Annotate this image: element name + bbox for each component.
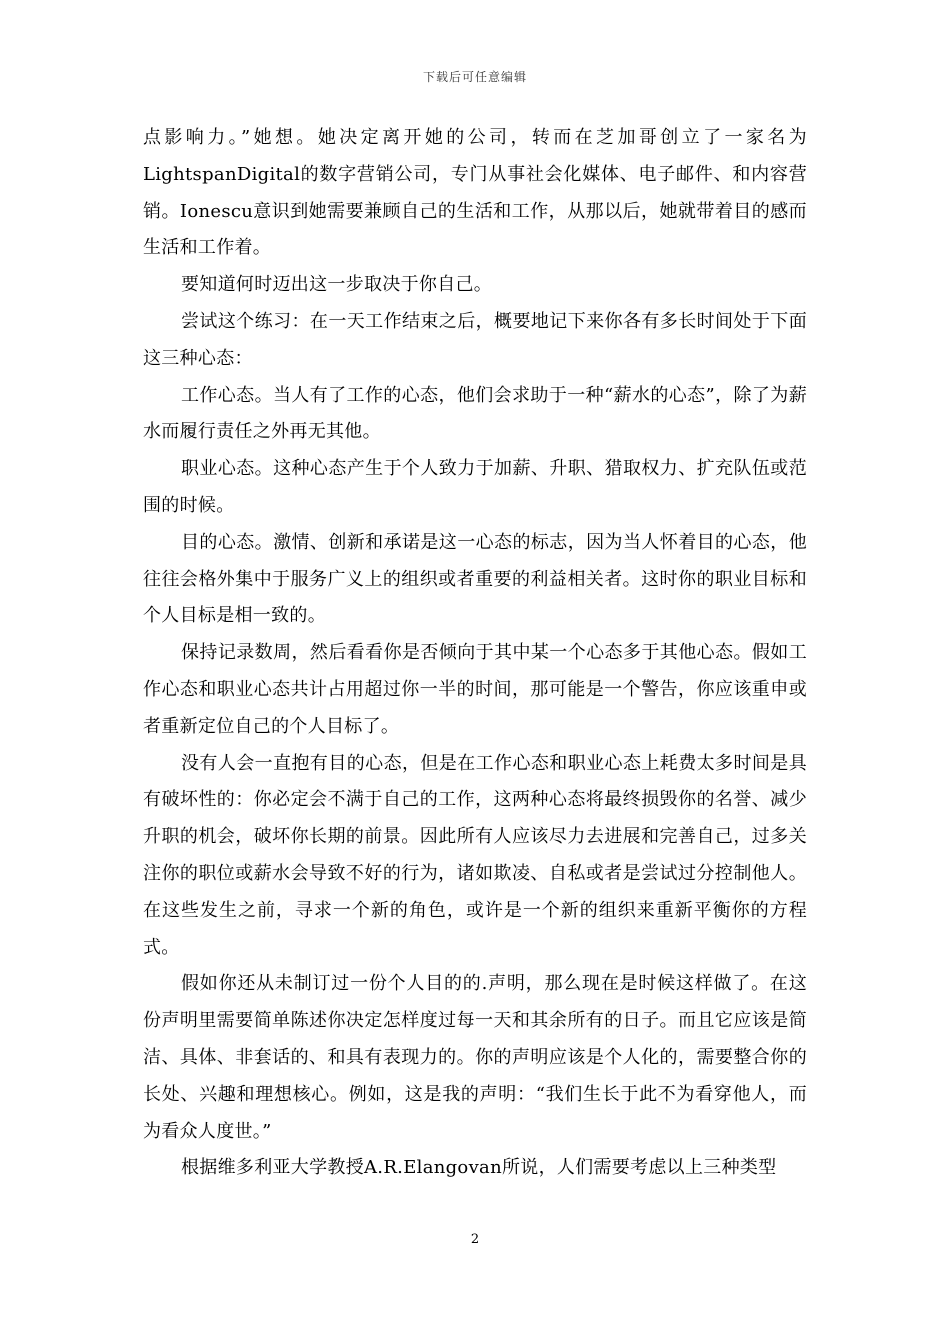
paragraph: 目的心态。激情、创新和承诺是这一心态的标志，因为当人怀着目的心态，他往往会格外集中于服务广义上的组织或者重要的利益相关者。这时你的职业目标和个人目标是相一致的。 xyxy=(143,531,807,627)
page-number: 2 xyxy=(470,1232,480,1247)
page-header: 下载后可任意编辑 xyxy=(422,70,527,84)
paragraph: 尝试这个练习：在一天工作结束之后，概要地记下来你各有多长时间处于下面这三种心态： xyxy=(143,310,807,369)
paragraph: 根据维多利亚大学教授A.R.Elangovan所说，人们需要考虑以上三种类型 xyxy=(181,1157,777,1179)
paragraph: 假如你还从未制订过一份个人目的的.声明，那么现在是时候这样做了。在这份声明里需要简单陈述你决定怎样度过每一天和其余所有的日子。而且它应该是简洁、具体、非套话的、和具有表现力的。你的声明应该是个人化的，需要整合你的长处、兴趣和理想核心。例如，这是我的声明：“我们生长于此不为看穿他人，而为看众人度世。” xyxy=(143,973,807,1142)
paragraph: 职业心态。这种心态产生于个人致力于加薪、升职、猎取权力、扩充队伍或范围的时候。 xyxy=(143,458,807,516)
paragraph: 工作心态。当人有了工作的心态，他们会求助于一种“薪水的心态”，除了为薪水而履行责任之外再无其他。 xyxy=(143,384,807,443)
paragraph: 点影响力。”她想。她决定离开她的公司，转而在芝加哥创立了一家名为LightspanDigital的数字营销公司，专门从事社会化媒体、电子邮件、和内容营销。Ionescu意识到她需要兼顾自己的生活和工作，从那以后，她就带着目的感而生活和工作着。 xyxy=(143,127,807,259)
paragraph: 要知道何时迈出这一步取决于你自己。 xyxy=(181,274,493,296)
document-body xyxy=(143,120,807,1187)
paragraph: 没有人会一直抱有目的心态，但是在工作心态和职业心态上耗费太多时间是具有破坏性的：你必定会不满于自己的工作，这两种心态将最终损毁你的名誉、减少升职的机会，破坏你长期的前景。因此所有人应该尽力去进展和完善自己，过多关注你的职位或薪水会导致不好的行为，诸如欺凌、自私或者是尝试过分控制他人。在这些发生之前，寻求一个新的角色，或许是一个新的组织来重新平衡你的方程式。 xyxy=(143,752,807,958)
paragraph: 保持记录数周，然后看看你是否倾向于其中某一个心态多于其他心态。假如工作心态和职业心态共计占用超过你一半的时间，那可能是一个警告，你应该重申或者重新定位自己的个人目标了。 xyxy=(143,642,807,737)
